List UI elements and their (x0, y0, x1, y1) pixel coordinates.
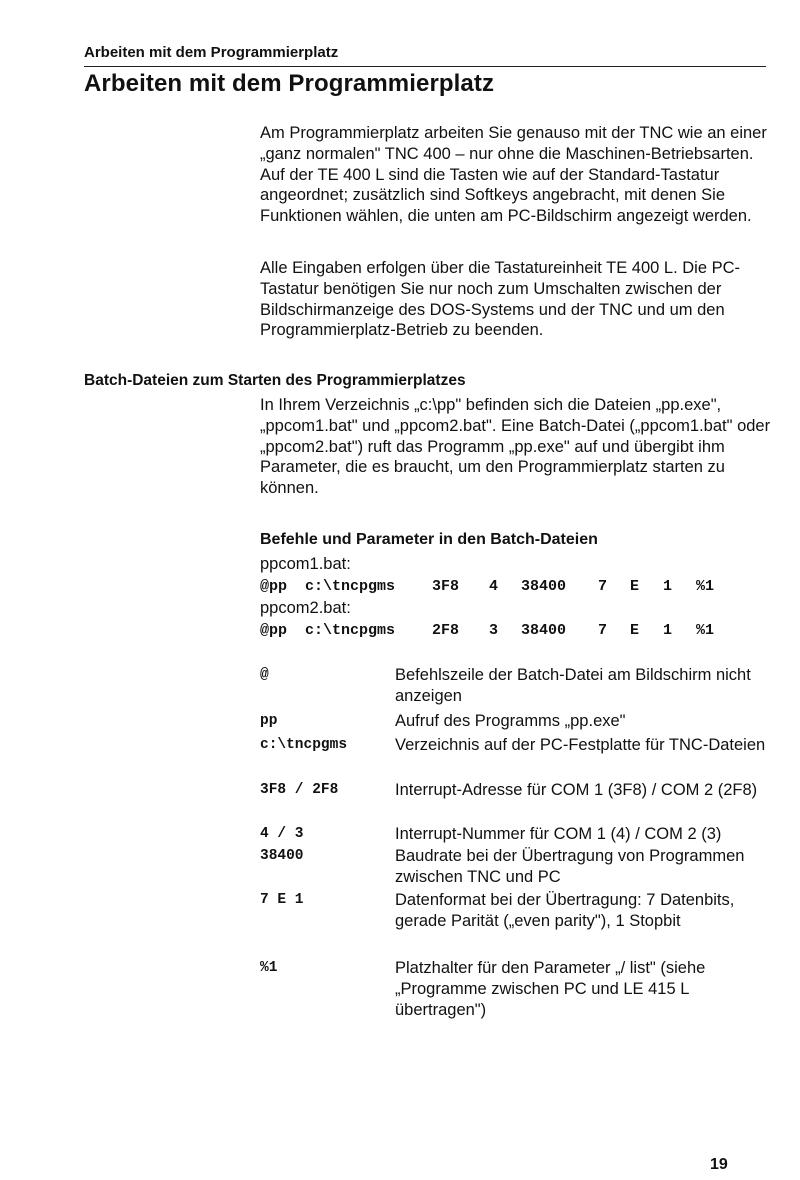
intro-paragraph-2: Alle Eingaben erfolgen über die Tastatureinheit TE 400 L. Die PC-Tastatur benötigen Sie nur noch zum Umschalten zwischen der Bildschirmanzeige des DOS-Systems und der TNC und um den Programmierplatz-Betrieb zu beenden. (260, 259, 741, 340)
intro-paragraph-1: Am Programmierplatz arbeiten Sie genauso mit der TNC wie an einer „ganz normalen" TNC 400 – nur ohne die Maschinen-Betriebsarten. Auf der TE 400 L sind die Tasten wie auf der Standard-Tastatur angeordnet; zusätzlich sind Softkeys angebracht, mit denen Sie Funktionen wählen, die unten am PC-Bildschirm angezeigt werden. (260, 124, 767, 226)
definition-desc: Platzhalter für den Parameter „/ list" (siehe „Programme zwischen PC und LE 415 L übertragen") (395, 959, 706, 1019)
cmd1-token: 1 (663, 578, 673, 595)
commands-heading: Befehle und Parameter in den Batch-Dateien (260, 531, 598, 548)
cmd2-token: @pp (260, 622, 288, 639)
running-head: Arbeiten mit dem Programmierplatz (84, 44, 339, 61)
file2-label: ppcom2.bat: (260, 599, 351, 617)
definition-term: 7 E 1 (260, 892, 304, 908)
batch-section-heading: Batch-Dateien zum Starten des Programmierplatzes (84, 372, 466, 389)
definition-desc: Aufruf des Programms „pp.exe" (395, 712, 626, 730)
definition-desc: Verzeichnis auf der PC-Festplatte für TNC-Dateien (395, 736, 766, 754)
cmd1-token: E (630, 578, 640, 595)
cmd2-token: 7 (598, 622, 608, 639)
definition-desc: Befehlszeile der Batch-Datei am Bildschirm nicht anzeigen (395, 666, 751, 705)
definition-desc: Datenformat bei der Übertragung: 7 Datenbits, gerade Parität („even parity"), 1 Stopbit (395, 891, 735, 930)
cmd1-token: 4 (489, 578, 499, 595)
cmd1-token: @pp (260, 578, 288, 595)
definition-term: c:\tncpgms (260, 737, 348, 753)
definition-term: 4 / 3 (260, 826, 304, 842)
definition-term: %1 (260, 960, 278, 976)
definition-term: @ (260, 667, 269, 683)
cmd2-token: 1 (663, 622, 673, 639)
cmd1-token: 7 (598, 578, 608, 595)
header-rule (84, 66, 766, 67)
definition-desc: Interrupt-Nummer für COM 1 (4) / COM 2 (3) (395, 825, 722, 843)
cmd2-token: 3 (489, 622, 499, 639)
cmd1-token: c:\tncpgms (305, 578, 396, 595)
definition-term: pp (260, 713, 278, 729)
definition-term: 38400 (260, 848, 304, 864)
definition-term: 3F8 / 2F8 (260, 782, 339, 798)
cmd1-token: 3F8 (432, 578, 460, 595)
cmd2-token: 38400 (521, 622, 567, 639)
cmd1-token: 38400 (521, 578, 567, 595)
file1-label: ppcom1.bat: (260, 555, 351, 573)
page-number: 19 (710, 1156, 728, 1173)
cmd2-token: %1 (696, 622, 715, 639)
definition-desc: Interrupt-Adresse für COM 1 (3F8) / COM 2 (2F8) (395, 781, 758, 799)
cmd1-token: %1 (696, 578, 715, 595)
cmd2-token: E (630, 622, 640, 639)
batch-paragraph: In Ihrem Verzeichnis „c:\pp" befinden sich die Dateien „pp.exe", „ppcom1.bat" und „ppcom2.bat". Eine Batch-Datei („ppcom1.bat" oder „ppcom2.bat") ruft das Programm „pp.exe" auf und übergibt ihm Parameter, die es braucht, um den Programmierplatz starten zu können. (260, 396, 771, 498)
definition-desc: Baudrate bei der Übertragung von Programmen zwischen TNC und PC (395, 847, 745, 886)
chapter-title: Arbeiten mit dem Programmierplatz (84, 70, 495, 97)
cmd2-token: c:\tncpgms (305, 622, 396, 639)
cmd2-token: 2F8 (432, 622, 460, 639)
